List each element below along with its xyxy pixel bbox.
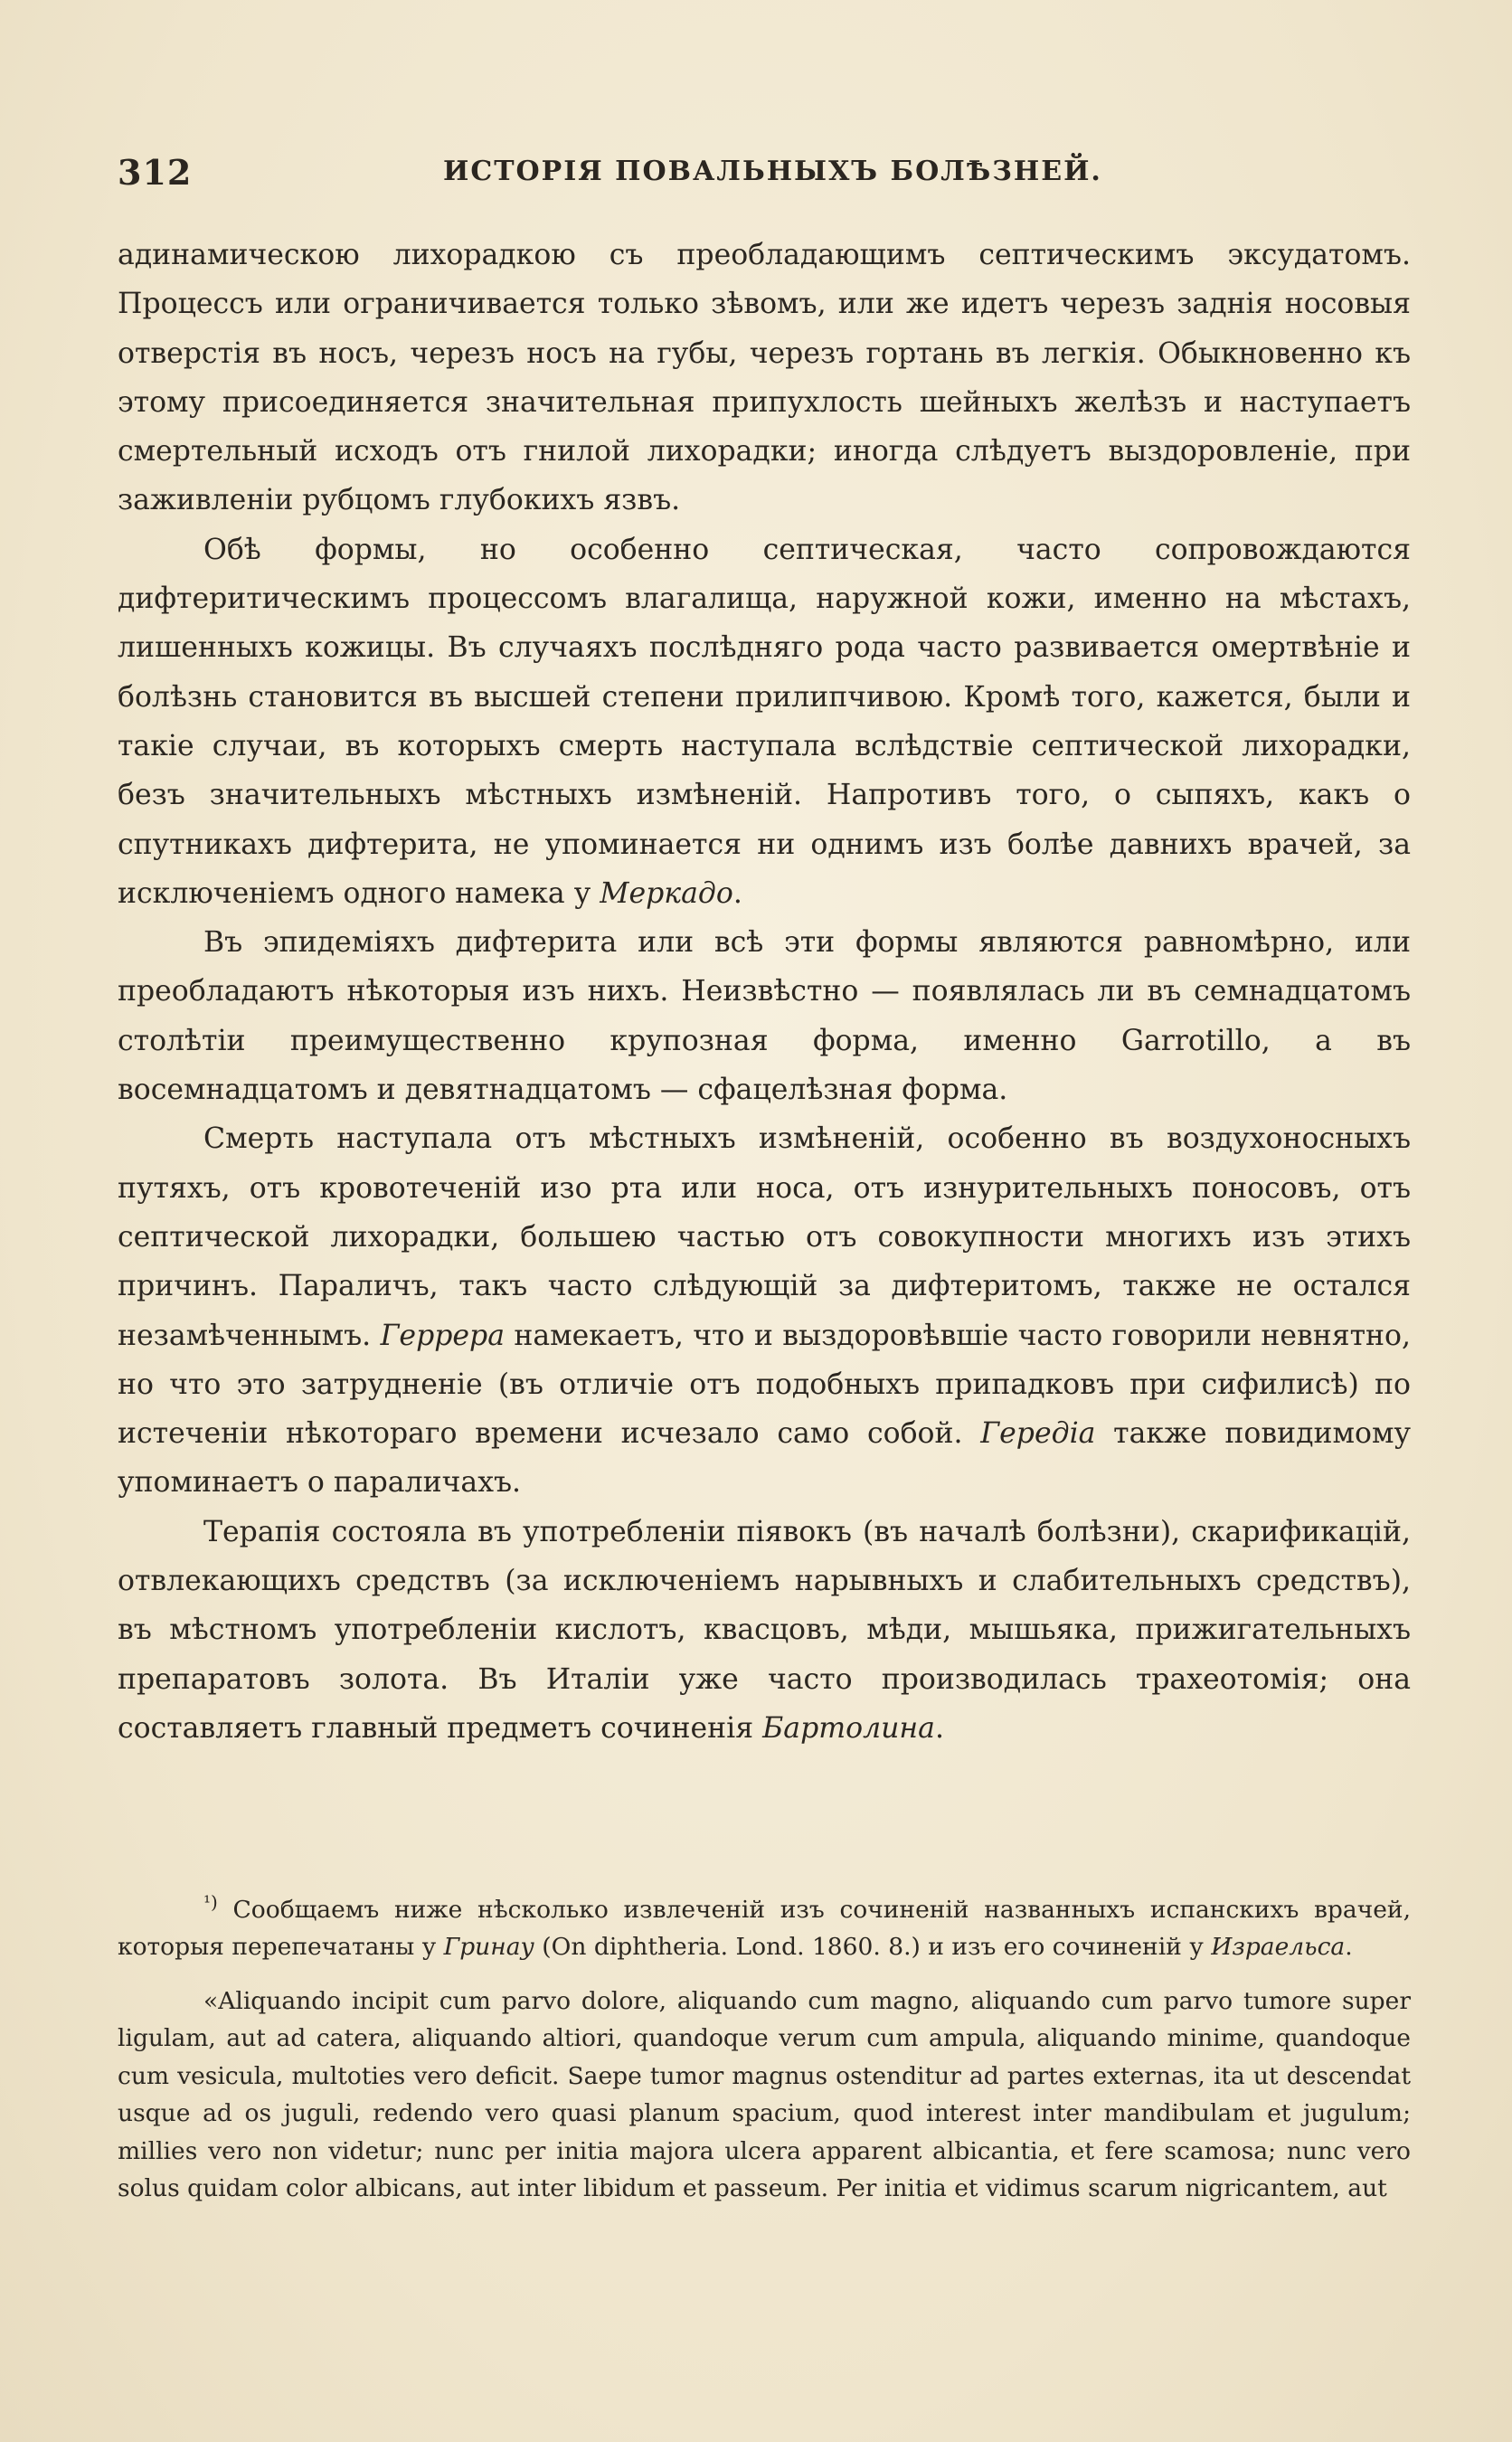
paragraph-2-text: Обѣ формы, но особенно септическая, часто сопровождаются дифтеритическимъ процессомъ влагалища, наружной кожи, именно на мѣстахъ, лишенныхъ кожицы. Въ случаяхъ послѣдняго рода часто развивается омертвѣніе и болѣзнь становится въ высшей степени прилипчивою. Кромѣ того, кажется, были и такіе случаи, въ которыхъ смерть наступала вслѣдствіе септической лихорадки, безъ значительныхъ мѣстныхъ измѣненій. Напротивъ того, о сыпяхъ, какъ о спутникахъ дифтерита, не упоминается ни однимъ изъ болѣе давнихъ врачей, за исключеніемъ одного намека у xyxy=(118,533,1411,910)
running-title: ИСТОРІЯ ПОВАЛЬНЫХЪ БОЛѢЗНЕЙ. xyxy=(443,156,1102,187)
paragraph-3-text: Въ эпидеміяхъ дифтерита или всѣ эти формы являются равномѣрно, или преобладаютъ нѣкоторыя изъ нихъ. Неизвѣстно — появлялась ли въ семнадцатомъ столѣтіи преимущественно крупозная форма, именно Garrotillo, а въ восемнадцатомъ и девятнадцатомъ — сфацелѣзная форма. xyxy=(118,926,1411,1107)
author-mercado: Меркадо xyxy=(600,876,733,910)
paragraph-5-end: . xyxy=(934,1711,944,1745)
paragraph-2 xyxy=(118,525,1411,918)
paragraph-5 xyxy=(118,1508,1411,1753)
footnote-1-text-b: (On diphtheria. Lond. 1860. 8.) и изъ его сочиненій у xyxy=(542,1933,1204,1962)
footnote-1-text-a: Сообщаемъ ниже нѣсколько извлеченій изъ сочиненій названныхъ испанскихъ врачей, которыя перепечатаны у xyxy=(118,1895,1411,1962)
paragraph-3 xyxy=(118,918,1411,1114)
main-text xyxy=(118,231,1411,1753)
paragraph-4-text-c: также повидимому упоминаетъ о параличахъ. xyxy=(118,1417,1412,1500)
paragraph-1 xyxy=(118,231,1411,525)
author-herrera: Геррера xyxy=(380,1319,505,1352)
author-bartholin: Бартолина xyxy=(762,1711,935,1745)
paragraph-4-text-b: намекаетъ, что и выздоровѣвшіе часто говорили невнятно, но что это затрудненіе (въ отличіе отъ подобныхъ припадковъ при сифилисѣ) по истеченіи нѣкотораго времени исчезало само собой. xyxy=(118,1319,1411,1451)
paragraph-2-end: . xyxy=(732,876,742,910)
paragraph-4 xyxy=(118,1114,1411,1507)
paragraph-1-text: адинамическою лихорадкою съ преобладающимъ септическимъ эксудатомъ. Процессъ или ограничивается только зѣвомъ, или же идетъ черезъ заднія носовыя отверстія въ носъ, черезъ носъ на губы, черезъ гортань въ легкія. Обыкновенно къ этому присоединяется значительная припухлость шейныхъ желѣзъ и наступаетъ смертельный исходъ отъ гнилой лихорадки; иногда слѣдуетъ выздоровленіе, при заживленіи рубцомъ глубокихъ язвъ. xyxy=(118,239,1411,517)
footnote-1 xyxy=(118,1884,1411,1966)
paragraph-5-text: Терапія состояла въ употребленіи піявокъ (въ началѣ болѣзни), скарификацій, отвлекающихъ средствъ (за исключеніемъ нарывныхъ и слабительныхъ средствъ), въ мѣстномъ употребленіи кислотъ, квасцовъ, мѣди, мышьяка, прижигательныхъ препаратовъ золота. Въ Италіи уже часто производилась трахеотомія; она составляетъ главный предметъ сочиненія xyxy=(118,1515,1411,1745)
paragraph-4-text-a: Смерть наступала отъ мѣстныхъ измѣненій, особенно въ воздухоносныхъ путяхъ, отъ кровотеченій изо рта или носа, отъ изнурительныхъ поносовъ, отъ септической лихорадки, большею частью отъ совокупности многихъ изъ этихъ причинъ. Параличъ, такъ часто слѣдующій за дифтеритомъ, также не остался незамѣченнымъ. xyxy=(118,1122,1411,1352)
author-israels: Израельса xyxy=(1211,1933,1346,1962)
latin-quotation-text: «Aliquando incipit cum parvo dolore, aliquando cum magno, aliquando cum parvo tumore super ligulam, aut ad catera, aliquando altiori, quandoque verum cum ampula, aliquando minime, quandoque cum vesicula, multoties vero deficit. Saepe tumor magnus ostenditur ad partes externas, ita ut descendat usque ad os juguli, redendo vero quasi planum spacium, quod interest inter mandibulam et jugulum; millies vero non videtur; nunc per initia majora ulcera apparent albicantia, et fere scamosa; nunc vero solus quidam color albicans, aut inter libidum et passeum. Per initia et vidimus scarum nigricantem, aut xyxy=(118,1986,1411,2203)
footnotes xyxy=(118,1884,1411,2208)
page-number: 312 xyxy=(118,152,193,193)
footnote-marker: ¹) xyxy=(203,1891,218,1913)
latin-quotation xyxy=(118,1983,1411,2208)
footnote-1-end: . xyxy=(1345,1933,1353,1962)
author-heredia: Гередіа xyxy=(980,1417,1096,1451)
author-greenhow: Гринау xyxy=(443,1933,534,1962)
page-header xyxy=(118,152,1411,197)
